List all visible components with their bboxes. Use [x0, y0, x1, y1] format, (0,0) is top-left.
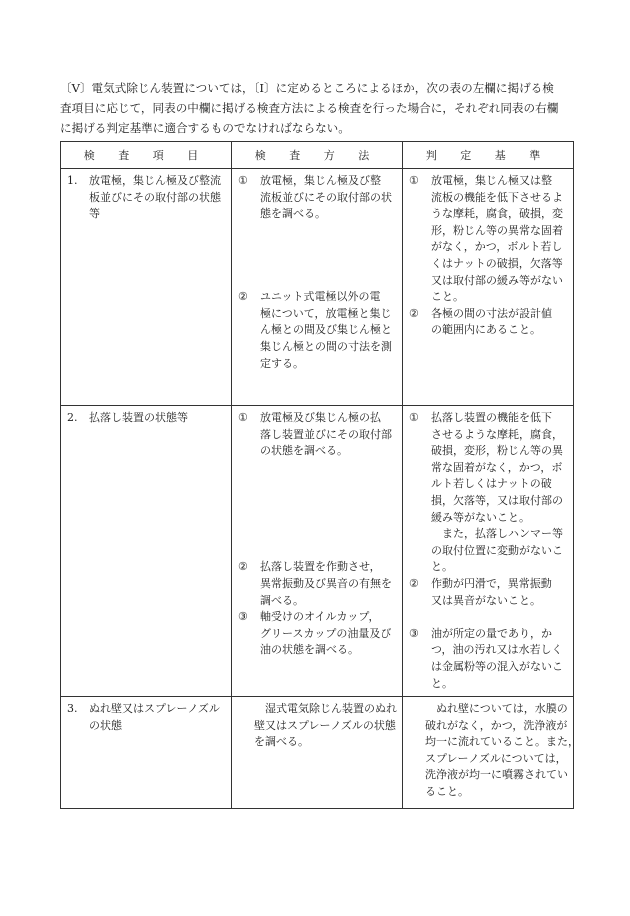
criteria-text: させるような摩耗，腐食， [431, 427, 563, 441]
criteria-text: こと。 [431, 290, 464, 304]
criteria-text: スプレーノズルについては， [425, 751, 567, 765]
method-text: 落し装置並びにその取付部 [260, 427, 392, 441]
criteria-number: ② [409, 306, 419, 320]
item-text: 板並びにその取付部の状態 [89, 190, 221, 204]
header-inspection-method: 検 査 方 法 [232, 142, 403, 169]
method-number: ② [238, 560, 248, 574]
criteria-text: 放電極，集じん極又は整 [431, 174, 552, 187]
table-header-row [61, 142, 574, 169]
intro-line: 査項目に応じて，同表の中欄に掲げる検査方法による検査を行った場合に，それぞれ同表の右欄 [60, 101, 559, 115]
criteria-text: 又は取付部の緩み等がない [431, 273, 563, 287]
criteria-text: 流板の機能を低下させるよ [431, 190, 563, 204]
method-text: 態を調べる。 [260, 207, 326, 221]
method-text: 放電極，集じん極及び整 [260, 174, 381, 187]
intro-paragraph [60, 78, 580, 138]
inspection-item-cell [61, 169, 232, 406]
method-text: を調べる。 [254, 735, 309, 749]
criteria-text: の取付位置に変動がないこ [431, 543, 563, 557]
method-text: 払落し装置を作動させ， [260, 560, 381, 574]
method-text: 放電極及び集じん極の払 [260, 411, 381, 424]
criteria-text: と。 [431, 560, 453, 574]
item-text: 放電極，集じん極及び整流 [89, 174, 221, 187]
method-text: 調べる。 [260, 593, 304, 607]
item-text: の状態 [89, 718, 122, 732]
method-text: 壁又はスプレーノズルの状態 [254, 718, 396, 732]
intro-line: に掲げる判定基準に適合するものでなければならない。 [60, 121, 350, 135]
criteria-text: うな摩耗，腐食，破損，変 [431, 207, 563, 221]
method-text: 流板並びにその取付部の状 [260, 190, 392, 204]
item-text: ぬれ壁又はスプレーノズル [89, 702, 220, 716]
method-text: 極について，放電極と集じ [260, 306, 392, 320]
judgment-criteria-cell [403, 406, 574, 697]
criteria-text: ルト若しくはナットの破 [431, 477, 552, 491]
inspection-item-cell [61, 697, 232, 809]
criteria-text: ぬれ壁については，水膜の [425, 702, 568, 716]
method-number: ③ [238, 610, 248, 624]
criteria-text: ること。 [425, 785, 469, 799]
criteria-number: ③ [409, 626, 419, 640]
method-text: 異常振動及び異音の有無を [260, 576, 392, 590]
method-text: グリースカップの油量及び [260, 626, 392, 640]
method-text: 油の状態を調べる。 [260, 643, 359, 657]
criteria-text: 破損，変形，粉じん等の異 [431, 444, 563, 458]
criteria-text: つ，油の汚れ又は水若しく [431, 643, 563, 657]
intro-line: 〔V〕電気式除じん装置については，〔I〕に定めるところによるほか，次の表の左欄に掲げる検 [60, 81, 554, 95]
inspection-method-cell [232, 697, 403, 809]
criteria-text: 作動が円滑で，異常振動 [431, 576, 552, 590]
criteria-text: 緩み等がないこと。 [431, 510, 530, 524]
criteria-text: 損，欠落等，又は取付部の [431, 493, 563, 507]
criteria-text: と。 [431, 676, 453, 690]
criteria-number: ① [409, 174, 419, 187]
header-inspection-item: 検 査 項 目 [61, 142, 232, 169]
item-text: 等 [89, 207, 100, 221]
table-row [61, 697, 574, 809]
criteria-text: の範囲内にあること。 [431, 323, 541, 337]
judgment-criteria-cell [403, 169, 574, 406]
inspection-method-cell [232, 169, 403, 406]
method-number: ① [238, 174, 248, 187]
criteria-text: 常な固着がなく，かつ，ボ [431, 460, 563, 474]
table-row [61, 169, 574, 406]
criteria-text: 洗浄液が均一に噴霧されてい [425, 768, 568, 782]
method-text: 湿式電気除じん装置のぬれ [254, 702, 397, 716]
criteria-text: がなく，かつ，ボルト若し [431, 240, 563, 254]
table-row [61, 406, 574, 697]
criteria-text: 又は異音がないこと。 [431, 593, 541, 607]
criteria-number: ② [409, 576, 419, 590]
criteria-text: 形，粉じん等の異常な固着 [431, 223, 563, 237]
header-judgment-criteria: 判 定 基 準 [403, 142, 574, 169]
criteria-number: ① [409, 411, 419, 424]
criteria-text: くはナットの破損，欠落等 [431, 256, 563, 270]
method-text: 集じん極との間の寸法を測 [260, 339, 392, 353]
inspection-item-cell [61, 406, 232, 697]
criteria-text: は金属粉等の混入がないこ [431, 659, 563, 673]
inspection-method-cell [232, 406, 403, 697]
method-number: ② [238, 290, 248, 304]
criteria-text: 各極の間の寸法が設計値 [431, 306, 552, 320]
method-text: ユニット式電極以外の電 [260, 290, 381, 304]
item-text: 払落し装置の状態等 [89, 411, 188, 424]
method-text: 軸受けのオイルカップ， [260, 610, 380, 624]
inspection-table [60, 141, 579, 809]
criteria-text: 払落し装置の機能を低下 [431, 411, 552, 424]
criteria-text: 油が所定の量であり，か [431, 626, 552, 640]
method-text: ん極との間及び集じん極と [260, 323, 392, 337]
method-number: ① [238, 411, 248, 424]
item-number: 2. [67, 411, 78, 424]
method-text: の状態を調べる。 [260, 444, 348, 458]
criteria-text: 均一に流れていること。また， [425, 735, 579, 749]
item-number: 1. [67, 174, 78, 187]
criteria-text: 破れがなく，かつ，洗浄液が [425, 718, 568, 732]
method-text: 定する。 [260, 356, 304, 370]
criteria-text: また，払落しハンマー等 [431, 527, 563, 541]
item-number: 3. [67, 702, 78, 716]
judgment-criteria-cell [403, 697, 579, 809]
